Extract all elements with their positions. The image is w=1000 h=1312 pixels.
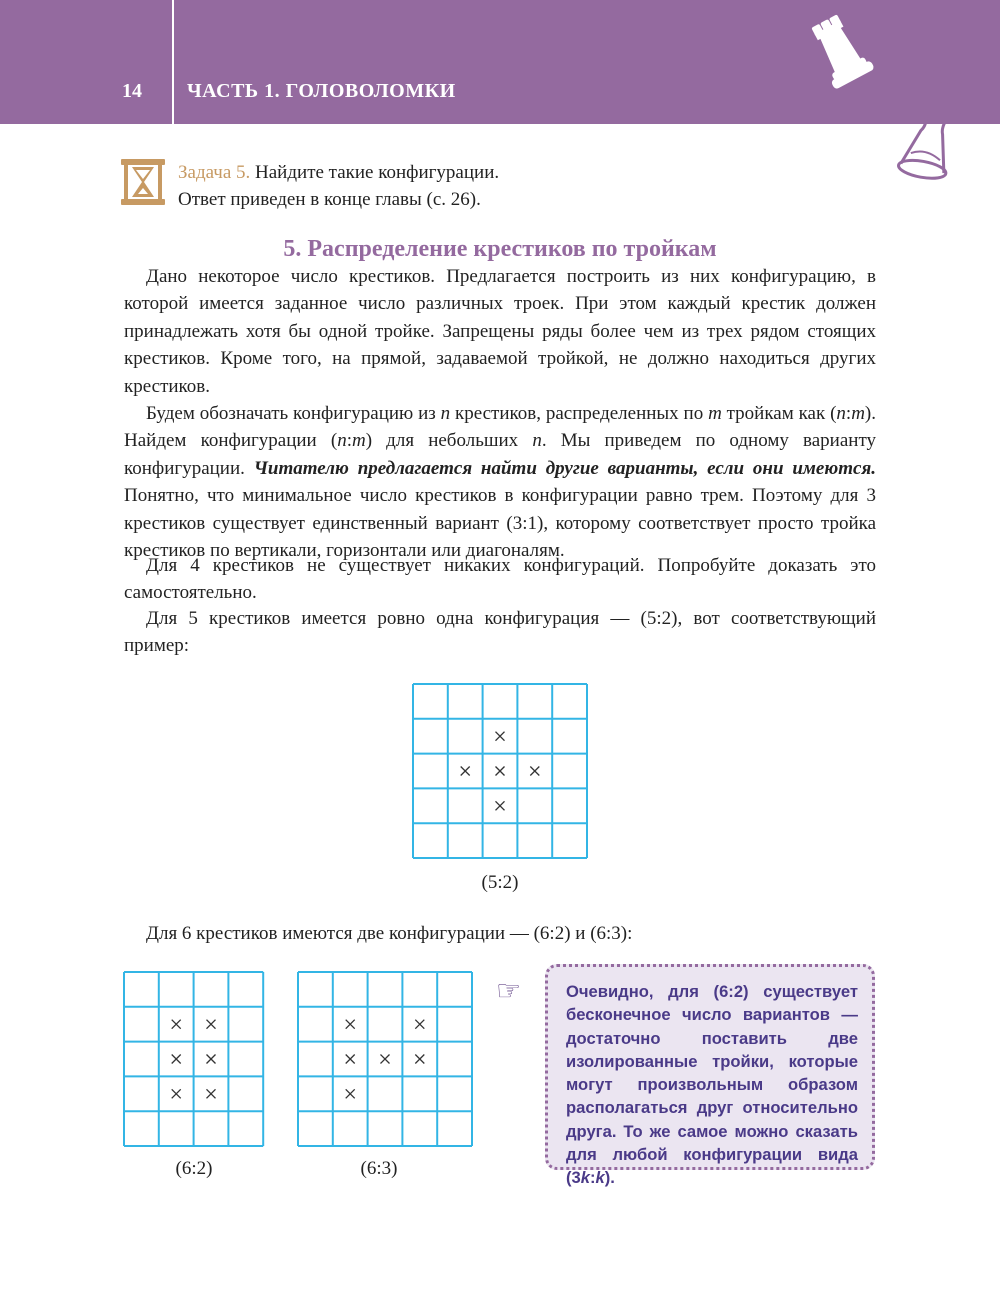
var-k: k bbox=[595, 1168, 605, 1188]
task-text: Найдите такие конфигурации. bbox=[250, 162, 500, 183]
p2-part: . Мы приведем по одному варианту конфигурации. bbox=[124, 430, 876, 479]
chess-rook-icon bbox=[800, 8, 882, 100]
paragraph-4-text: Для 5 крестиков имеется ровно одна конфигурация — (5:2), вот соответствующий пример: bbox=[124, 608, 876, 657]
p2-part: ). Найдем конфигурации ( bbox=[124, 403, 876, 452]
var-m: m bbox=[851, 403, 865, 424]
p2-part: тройкам как ( bbox=[721, 403, 837, 424]
paragraph-2 bbox=[124, 400, 876, 564]
header-divider bbox=[172, 0, 174, 124]
grid-5-2-caption: (5:2) bbox=[481, 872, 519, 893]
note-text-part: ). bbox=[604, 1168, 615, 1188]
note-text-part: Очевидно, для (6:2) существует бесконечное число вариантов — достаточно поставить две изолированные тройки, которые могут произвольным образом располагаться друг относительно друга. То же самое можно сказать для любой конфигурации вида (3 bbox=[566, 982, 858, 1188]
grid-5-2 bbox=[412, 683, 588, 859]
paragraph-5 bbox=[124, 920, 876, 947]
var-n: n bbox=[836, 403, 846, 424]
var-k: k bbox=[580, 1168, 590, 1188]
p2-part: крестиков, распределенных по bbox=[450, 403, 709, 424]
grid-6-3-caption: (6:3) bbox=[360, 1158, 398, 1179]
var-m: m bbox=[708, 403, 722, 424]
cross-mark bbox=[172, 1055, 181, 1064]
grid-6-2-caption: (6:2) bbox=[175, 1158, 213, 1179]
cross-mark bbox=[496, 732, 505, 741]
cross-mark bbox=[496, 767, 505, 776]
p2-part: : bbox=[845, 403, 852, 424]
cross-mark bbox=[207, 1089, 216, 1098]
cross-mark bbox=[346, 1055, 355, 1064]
part-title: ЧАСТЬ 1. ГОЛОВОЛОМКИ bbox=[187, 80, 456, 102]
paragraph-3 bbox=[124, 552, 876, 607]
cross-mark bbox=[415, 1020, 424, 1029]
task-line bbox=[178, 162, 499, 184]
paragraph-1 bbox=[124, 263, 876, 400]
pointing-hand-icon: ☞ bbox=[496, 976, 522, 1007]
p2-part: Будем обозначать конфигурацию из bbox=[146, 403, 441, 424]
task-answer: Ответ приведен в конце главы (с. 26). bbox=[178, 189, 481, 210]
task-label: Задача 5. bbox=[178, 162, 251, 183]
note-text bbox=[566, 980, 858, 1190]
cross-mark bbox=[172, 1020, 181, 1029]
cross-mark bbox=[496, 801, 505, 810]
grid-6-2 bbox=[123, 971, 264, 1147]
grid-6-3 bbox=[297, 971, 473, 1147]
note-box bbox=[545, 964, 875, 1188]
reader-challenge: Читателю предлагается найти другие варианты, если они имеются. bbox=[253, 457, 876, 479]
cross-mark bbox=[530, 767, 539, 776]
p2-part: Понятно, что минимальное число крестиков в конфигурации равно трем. Поэтому для 3 крестиков существует единственный вариант (3:1), которому соответствует просто тройка крестиков по вертикали, горизонтали или диагоналям. bbox=[124, 485, 876, 562]
var-n: n bbox=[440, 403, 451, 424]
cross-mark bbox=[381, 1055, 390, 1064]
cross-mark bbox=[207, 1055, 216, 1064]
paragraph-4 bbox=[124, 605, 876, 660]
cross-mark bbox=[207, 1020, 216, 1029]
cross-mark bbox=[346, 1020, 355, 1029]
p2-part: ) для небольших bbox=[365, 430, 533, 452]
note-text-part: : bbox=[590, 1168, 596, 1188]
cross-mark bbox=[415, 1055, 424, 1064]
hourglass-outline-icon bbox=[880, 60, 980, 190]
paragraph-5-text: Для 6 крестиков имеются две конфигурации — (6:2) и (6:3): bbox=[146, 923, 633, 944]
p2-part: : bbox=[346, 430, 352, 452]
var-n: n bbox=[337, 430, 347, 452]
var-n: n bbox=[532, 430, 542, 452]
section-title: 5. Распределение крестиков по тройкам bbox=[283, 236, 717, 262]
cross-mark bbox=[461, 767, 470, 776]
var-m: m bbox=[351, 430, 366, 452]
paragraph-3-text: Для 4 крестиков не существует никаких конфигураций. Попробуйте доказать это самостоятельно. bbox=[124, 555, 876, 604]
paragraph-1-text: Дано некоторое число крестиков. Предлагается построить из них конфигурацию, в которой имеется заданное число различных троек. При этом каждый крестик должен принадлежать хотя бы одной тройке. Запрещены ряды более чем из трех рядом стоящих крестиков. Кроме того, на прямой, задаваемой тройкой, не должно находиться других крестиков. bbox=[124, 266, 876, 397]
cross-mark bbox=[172, 1089, 181, 1098]
cross-mark bbox=[346, 1089, 355, 1098]
page-number: 14 bbox=[122, 80, 142, 102]
hourglass-icon bbox=[120, 158, 166, 206]
